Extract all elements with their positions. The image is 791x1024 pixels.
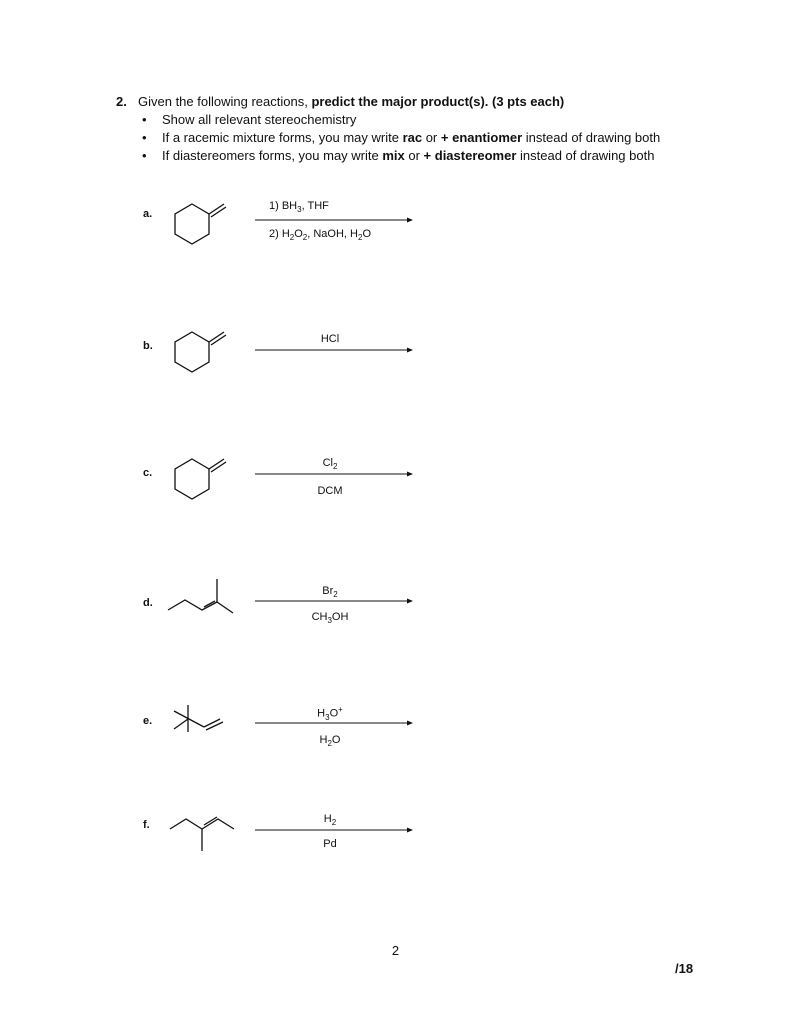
reaction-letter: c. — [143, 467, 153, 479]
instruction-text: or — [404, 148, 424, 163]
methylenecyclohexane-structure — [160, 318, 240, 378]
instruction-text: instead of drawing both — [516, 148, 655, 163]
reagent-bottom: 2) $H_2O_2$, NaOH, $H_2O$ — [269, 228, 371, 243]
reaction-b — [0, 318, 791, 398]
instruction-item — [142, 147, 660, 165]
reagent-bottom: Pd — [323, 838, 337, 850]
instruction-text: If diastereomers forms, you may write — [162, 148, 383, 163]
reagent-bottom: DCM — [317, 485, 343, 497]
instruction-text: instead of drawing both — [522, 130, 661, 145]
reagent-top: HCl — [320, 333, 340, 345]
instruction-text: If a racemic mixture forms, you may write — [162, 130, 403, 145]
instruction-bold: mix — [382, 148, 405, 163]
page-number: 2 — [391, 943, 400, 958]
score-total: /18 — [675, 961, 694, 976]
2-methyl-2-pentene-structure — [160, 575, 250, 625]
prompt-plain: Given the following reactions, — [138, 94, 312, 109]
instruction-text: or — [422, 130, 441, 145]
instruction-item — [142, 129, 660, 147]
question-prompt — [138, 93, 564, 111]
3-methyl-2-pentene-structure — [160, 805, 250, 855]
reagent-top: $H_3O^+$ — [317, 705, 343, 722]
instruction-bold: rac — [402, 130, 423, 145]
reaction-letter: b. — [143, 340, 153, 352]
methylenecyclohexane-structure — [160, 190, 240, 250]
reagent-top: $H_2$ — [323, 813, 337, 828]
instruction-item — [142, 111, 660, 129]
arrow-icon — [255, 216, 415, 224]
reagent-top: $Br_2$ — [322, 585, 338, 600]
reaction-letter: e. — [143, 715, 153, 727]
reagent-top: $Cl_2$ — [322, 457, 338, 472]
reaction-letter: d. — [143, 597, 153, 609]
question-number: 2. — [116, 94, 127, 109]
arrow-icon — [255, 597, 415, 605]
arrow-icon — [255, 826, 415, 834]
reagent-bottom: $CH_3OH$ — [311, 611, 349, 626]
instruction-bold: + diastereomer — [423, 148, 517, 163]
reaction-e — [0, 697, 791, 777]
reaction-letter: a. — [143, 208, 153, 220]
reagent-bottom: $H_2O$ — [319, 734, 341, 749]
methylenecyclohexane-structure — [160, 445, 240, 505]
instruction-text: Show all relevant stereochemistry — [162, 112, 357, 127]
arrow-icon — [255, 470, 415, 478]
arrow-icon — [255, 346, 415, 354]
instruction-list — [142, 111, 660, 165]
prompt-bold: predict the major product(s). (3 pts each) — [311, 94, 565, 109]
instruction-bold: + enantiomer — [440, 130, 523, 145]
reaction-f — [0, 805, 791, 885]
reaction-letter: f. — [143, 819, 150, 831]
reaction-a — [0, 190, 791, 270]
arrow-icon — [255, 719, 415, 727]
3,3-dimethyl-1-butene-structure — [160, 697, 240, 747]
reaction-c — [0, 445, 791, 525]
reaction-d — [0, 575, 791, 655]
reagent-top: 1) $BH_3$, THF — [269, 200, 329, 215]
